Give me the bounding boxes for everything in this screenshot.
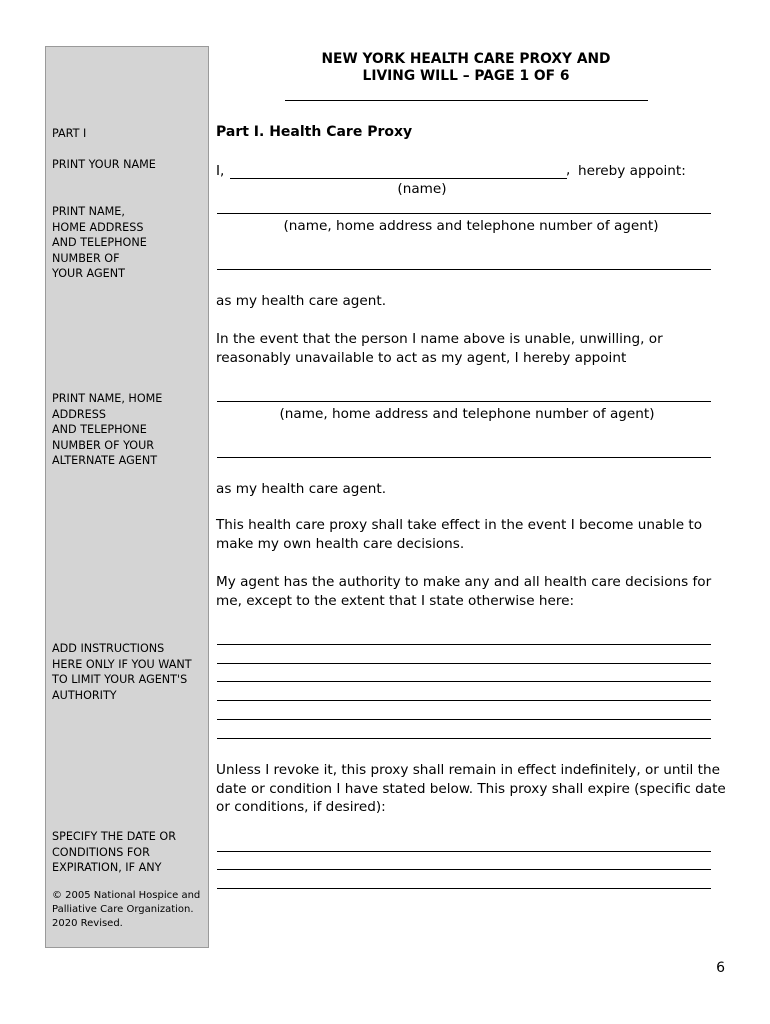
name-caption: (name) bbox=[397, 181, 447, 197]
alternate-agent-caption: (name, home address and telephone number of agent) bbox=[279, 406, 655, 422]
left-sidebar-panel bbox=[45, 46, 209, 948]
instructions-line-1[interactable] bbox=[217, 644, 711, 645]
instructions-line-6[interactable] bbox=[217, 738, 711, 739]
alternate-agent-field-line-2[interactable] bbox=[217, 457, 711, 458]
form-title-line-2: LIVING WILL – PAGE 1 OF 6 bbox=[362, 68, 570, 84]
alternate-agent-field-line-1[interactable] bbox=[217, 401, 711, 402]
principal-name-field[interactable] bbox=[230, 178, 567, 179]
as-agent-text-2: as my health care agent. bbox=[216, 481, 387, 497]
sidebar-print-name-label: PRINT YOUR NAME bbox=[52, 158, 156, 171]
effect-paragraph: This health care proxy shall take effect in the event I become unable to make my own health care decisions. bbox=[216, 517, 703, 552]
page-number: 6 bbox=[716, 960, 725, 976]
instructions-line-5[interactable] bbox=[217, 719, 711, 720]
agent-info-field-line-1[interactable] bbox=[217, 213, 711, 214]
sidebar-alternate-agent-label: PRINT NAME, HOME ADDRESS AND TELEPHONE NUMBER OF YOUR ALTERNATE AGENT bbox=[52, 392, 163, 467]
expiration-line-3[interactable] bbox=[217, 888, 711, 889]
as-agent-text-1: as my health care agent. bbox=[216, 293, 387, 309]
expiration-line-2[interactable] bbox=[217, 869, 711, 870]
agent-info-field-line-2[interactable] bbox=[217, 269, 711, 270]
title-underline bbox=[285, 100, 648, 101]
copyright-notice: © 2005 National Hospice and Palliative Care Organization. 2020 Revised. bbox=[52, 890, 201, 929]
expiration-line-1[interactable] bbox=[217, 851, 711, 852]
sidebar-part-label: PART I bbox=[52, 127, 87, 140]
instructions-line-4[interactable] bbox=[217, 700, 711, 701]
authority-paragraph: My agent has the authority to make any and all health care decisions for me, except to the extent that I state otherwise here: bbox=[216, 574, 712, 609]
sidebar-agent-label: PRINT NAME, HOME ADDRESS AND TELEPHONE NUMBER OF YOUR AGENT bbox=[52, 205, 147, 280]
instructions-line-3[interactable] bbox=[217, 681, 711, 682]
i-label: I, bbox=[216, 163, 225, 179]
alternate-paragraph: In the event that the person I name above is unable, unwilling, or reasonably unavailable to act as my agent, I hereby appoint bbox=[216, 331, 663, 366]
comma-text: , bbox=[566, 162, 571, 178]
instructions-line-2[interactable] bbox=[217, 663, 711, 664]
revoke-paragraph: Unless I revoke it, this proxy shall remain in effect indefinitely, or until the date or condition I have stated below. This proxy shall expire (specific date or conditions, if desired): bbox=[216, 762, 726, 815]
agent-caption: (name, home address and telephone number of agent) bbox=[283, 218, 659, 234]
hereby-appoint-text: hereby appoint: bbox=[578, 163, 686, 179]
form-title-line-1: NEW YORK HEALTH CARE PROXY AND bbox=[321, 51, 611, 67]
sidebar-instructions-label: ADD INSTRUCTIONS HERE ONLY IF YOU WANT TO LIMIT YOUR AGENT'S AUTHORITY bbox=[52, 642, 192, 702]
section-heading: Part I. Health Care Proxy bbox=[216, 124, 413, 140]
sidebar-expiration-label: SPECIFY THE DATE OR CONDITIONS FOR EXPIRATION, IF ANY bbox=[52, 830, 176, 874]
